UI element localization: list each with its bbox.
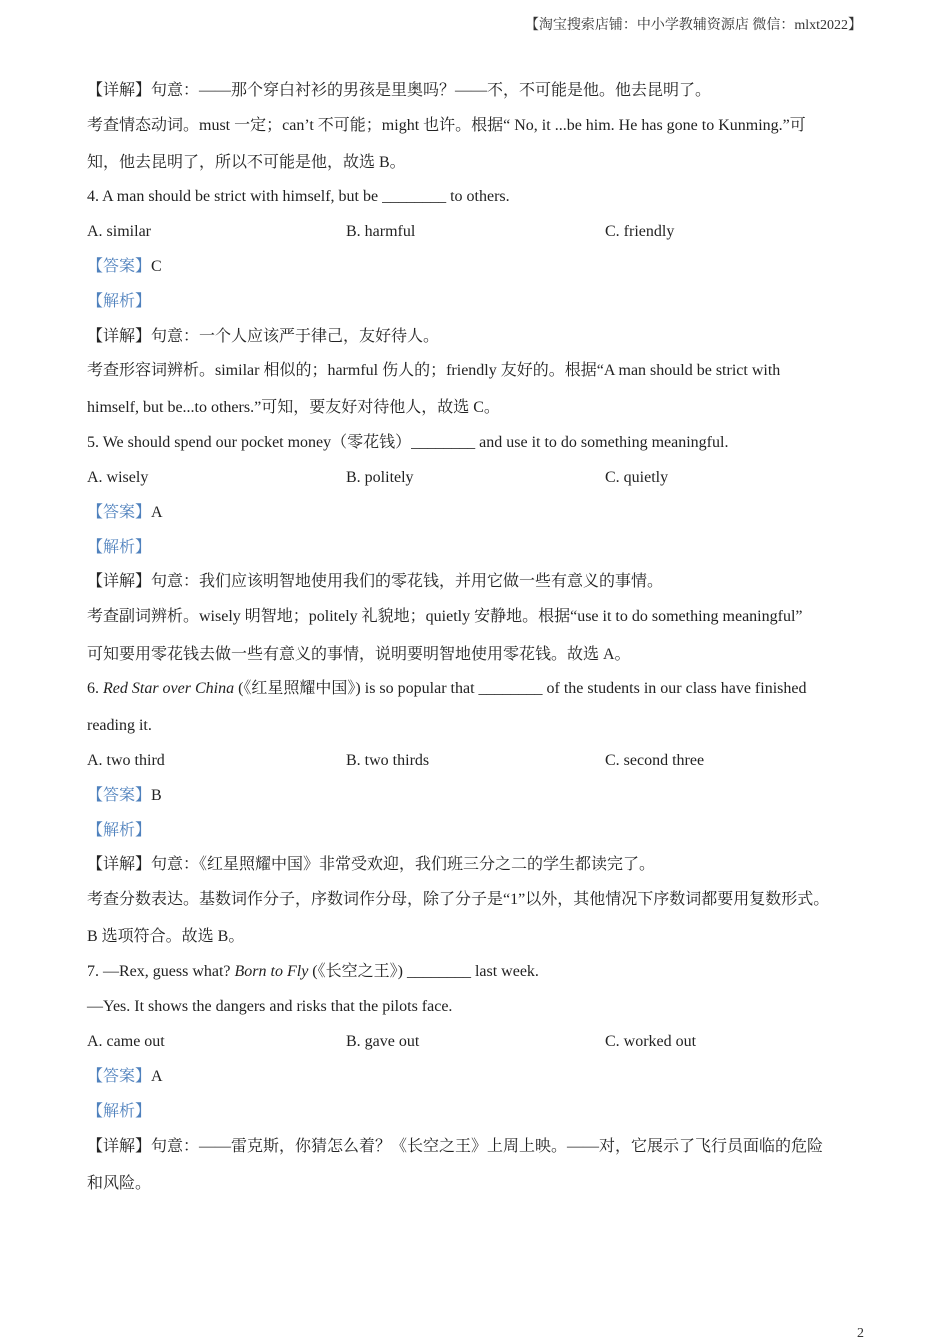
q6-stem-line-2: reading it. bbox=[87, 717, 152, 734]
q6-answer-value: B bbox=[151, 787, 162, 804]
q5-analysis bbox=[87, 536, 151, 560]
analysis-label: 【解析】 bbox=[87, 1103, 152, 1120]
page-header: 【淘宝搜索店铺：中小学教辅资源店 微信：mlxt2022】 bbox=[524, 18, 862, 33]
q6-option-c: C. second three bbox=[605, 752, 705, 769]
q7-film-title: Born to Fly bbox=[234, 963, 309, 980]
q4-explanation-line-2: himself, but be...to others.”可知，要友好对待他人，故选 C。 bbox=[87, 399, 500, 416]
detail-label: 【详解】 bbox=[87, 856, 152, 873]
q4-detail bbox=[87, 325, 439, 349]
q6-answer bbox=[87, 784, 162, 808]
q6-options bbox=[87, 749, 864, 773]
q7-reply: —Yes. It shows the dangers and risks that the pilots face. bbox=[87, 998, 453, 1015]
q4-answer bbox=[87, 255, 162, 279]
q4-option-c: C. friendly bbox=[605, 223, 675, 240]
q6-explanation-line-2: B 选项符合。故选 B。 bbox=[87, 928, 245, 945]
q4-option-b: B. harmful bbox=[346, 223, 416, 240]
q3-explanation-line-1: 考查情态动词。must 一定；can’t 不可能；might 也许。根据“ No, it ...be him. He has gone to Kunming.”可 bbox=[87, 117, 806, 134]
q3-explanation-line-2: 知，他去昆明了，所以不可能是他，故选 B。 bbox=[87, 154, 406, 171]
q6-detail-text: 句意：《红星照耀中国》非常受欢迎，我们班三分之二的学生都读完了。 bbox=[151, 856, 656, 873]
q5-stem: 5. We should spend our pocket money（零花钱）________ and use it to do something meaningful. bbox=[87, 434, 729, 451]
q5-option-a: A. wisely bbox=[87, 469, 149, 486]
q4-answer-value: C bbox=[151, 258, 162, 275]
q7-stem-post: (《长空之王》) ________ last week. bbox=[308, 963, 539, 980]
q6-stem bbox=[87, 677, 806, 701]
page-number: 2 bbox=[857, 1326, 864, 1341]
q5-option-c: C. quietly bbox=[605, 469, 669, 486]
answer-label: 【答案】 bbox=[87, 1068, 152, 1085]
detail-label: 【详解】 bbox=[87, 1138, 152, 1155]
q6-stem-text: (《红星照耀中国》) is so popular that ________ of the students in our class have finished bbox=[234, 680, 807, 697]
answer-label: 【答案】 bbox=[87, 258, 152, 275]
q5-option-b: B. politely bbox=[346, 469, 414, 486]
q5-answer bbox=[87, 501, 163, 525]
q5-detail bbox=[87, 570, 663, 594]
q6-detail bbox=[87, 853, 655, 877]
q6-option-b: B. two thirds bbox=[346, 752, 430, 769]
q6-explanation-line-1: 考查分数表达。基数词作分子，序数词作分母，除了分子是“1”以外，其他情况下序数词都要用复数形式。 bbox=[87, 891, 830, 908]
q4-stem: 4. A man should be strict with himself, but be ________ to others. bbox=[87, 188, 510, 205]
q6-option-a: A. two third bbox=[87, 752, 165, 769]
q7-answer-value: A bbox=[151, 1068, 163, 1085]
q7-stem bbox=[87, 960, 539, 984]
q7-detail bbox=[87, 1135, 823, 1159]
q4-explanation-line-1: 考查形容词辨析。similar 相似的；harmful 伤人的；friendly 友好的。根据“A man should be strict with bbox=[87, 362, 781, 379]
analysis-label: 【解析】 bbox=[87, 822, 152, 839]
q5-explanation-line-2: 可知要用零花钱去做一些有意义的事情，说明要明智地使用零花钱。故选 A。 bbox=[87, 646, 631, 663]
analysis-label: 【解析】 bbox=[87, 539, 152, 556]
q7-options bbox=[87, 1030, 864, 1054]
q4-options bbox=[87, 220, 864, 244]
q3-detail-text: 句意：——那个穿白衬衫的男孩是里奥吗？——不，不可能是他。他去昆明了。 bbox=[151, 82, 712, 99]
q4-detail-text: 句意：一个人应该严于律己，友好待人。 bbox=[151, 328, 440, 345]
detail-label: 【详解】 bbox=[87, 573, 152, 590]
q6-number: 6. bbox=[87, 680, 103, 697]
q7-option-a: A. came out bbox=[87, 1033, 165, 1050]
detail-label: 【详解】 bbox=[87, 328, 152, 345]
q5-detail-text: 句意：我们应该明智地使用我们的零花钱，并用它做一些有意义的事情。 bbox=[151, 573, 664, 590]
q5-options bbox=[87, 466, 864, 490]
q7-option-c: C. worked out bbox=[605, 1033, 697, 1050]
q7-detail-text: 句意：——雷克斯，你猜怎么着？《长空之王》上周上映。——对，它展示了飞行员面临的危险 bbox=[151, 1138, 824, 1155]
q3-detail bbox=[87, 79, 711, 103]
q7-answer bbox=[87, 1065, 163, 1089]
q5-answer-value: A bbox=[151, 504, 163, 521]
q4-option-a: A. similar bbox=[87, 223, 151, 240]
q4-analysis bbox=[87, 290, 151, 314]
answer-label: 【答案】 bbox=[87, 787, 152, 804]
q7-analysis bbox=[87, 1100, 151, 1124]
answer-label: 【答案】 bbox=[87, 504, 152, 521]
q7-stem-pre: 7. —Rex, guess what? bbox=[87, 963, 235, 980]
q6-analysis bbox=[87, 819, 151, 843]
q7-option-b: B. gave out bbox=[346, 1033, 420, 1050]
q6-book-title: Red Star over China bbox=[103, 680, 235, 697]
q5-explanation-line-1: 考查副词辨析。wisely 明智地；politely 礼貌地；quietly 安静地。根据“use it to do something meaningful” bbox=[87, 608, 803, 625]
q7-detail-line-2: 和风险。 bbox=[87, 1175, 152, 1192]
analysis-label: 【解析】 bbox=[87, 293, 152, 310]
detail-label: 【详解】 bbox=[87, 82, 152, 99]
